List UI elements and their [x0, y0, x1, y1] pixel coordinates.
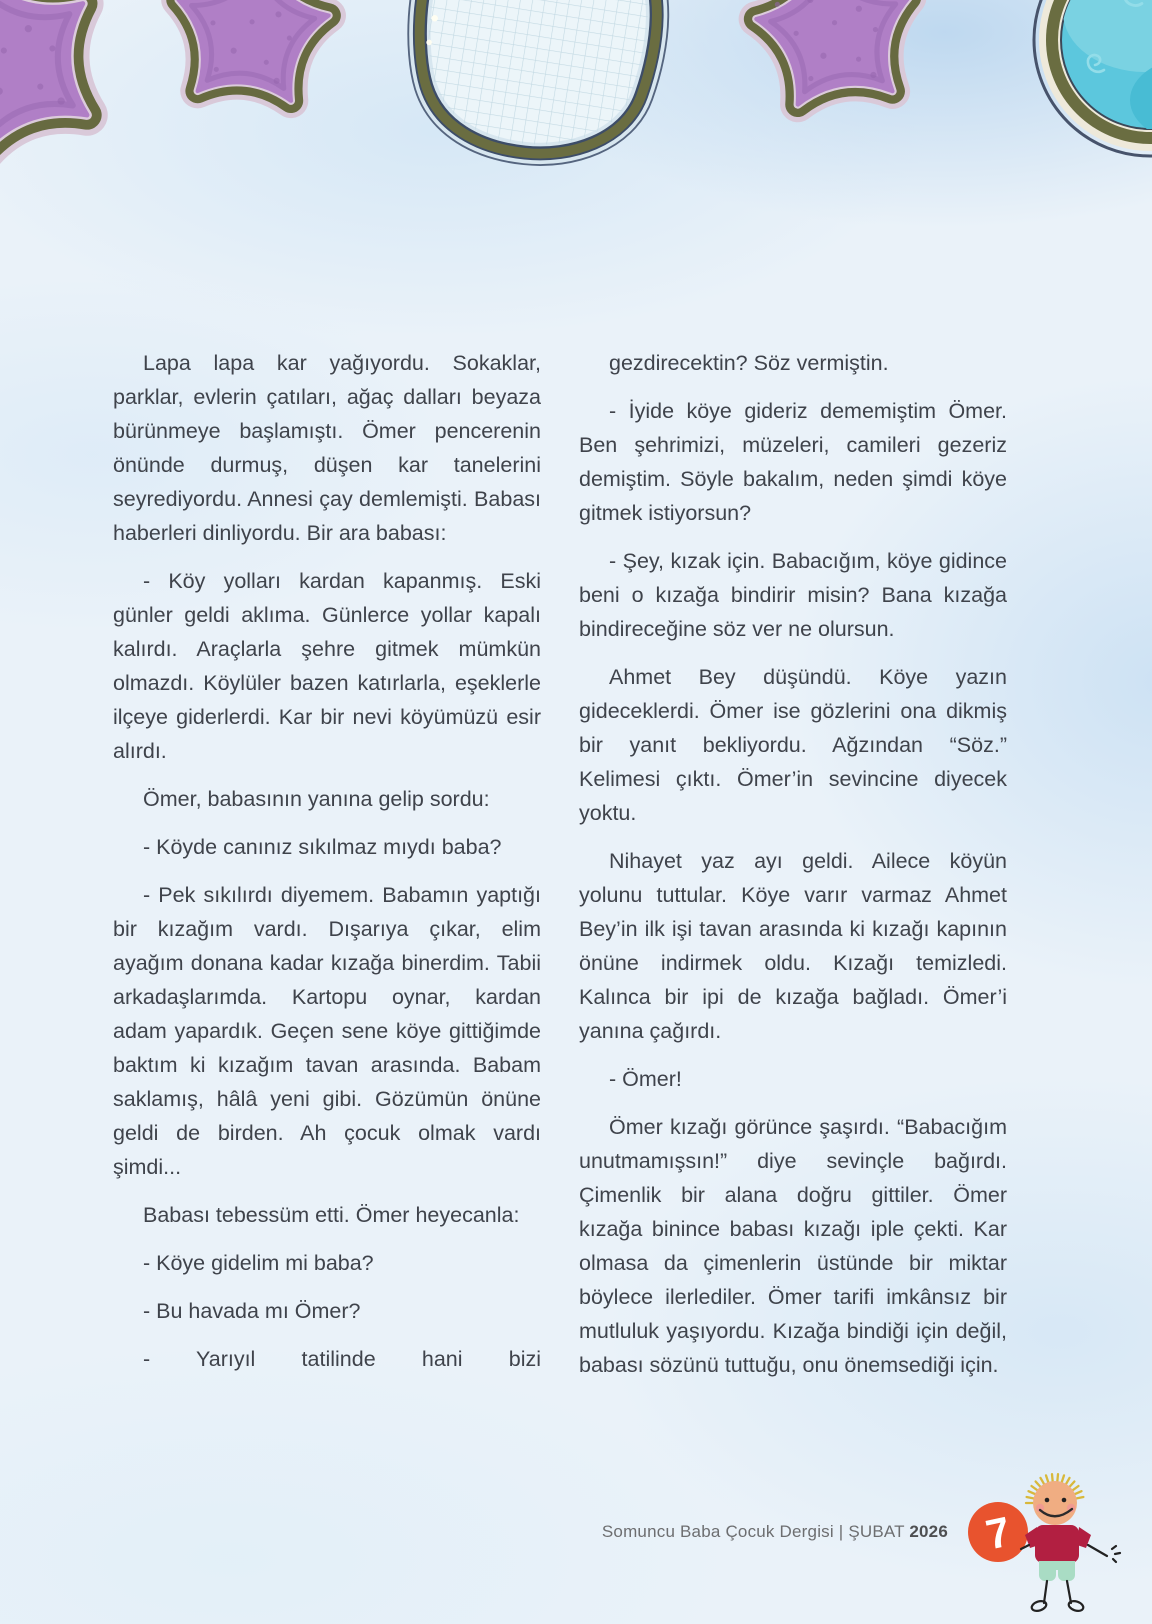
page-number-badge: [968, 1502, 1028, 1562]
story-paragraph: gezdirecektin? Söz vermiştin.: [609, 351, 889, 375]
issue-year: 2026: [909, 1522, 948, 1541]
footer-mascot-group: [955, 1455, 1152, 1624]
story-paragraph: - Ömer!: [609, 1067, 682, 1091]
boy-mascot-icon: [1021, 1474, 1120, 1612]
story-paragraph: - Şey, kızak için. Babacığım, köye gidince beni o kızağa bindirir misin? Bana kızağa bindireceğine söz ver ne olursun.: [579, 549, 1007, 641]
boy-shirt: [1035, 1525, 1079, 1563]
starfish-icon: [748, 0, 921, 109]
starfish-icon: [0, 0, 119, 165]
page-footer: [0, 1450, 1152, 1624]
story-paragraph: - Bu havada mı Ömer?: [143, 1299, 361, 1323]
story-paragraph: Lapa lapa kar yağıyordu. Sokaklar, parklar, evlerin çatıları, ağaç dalları beyaza bürünmeye başlamıştı. Ömer pencerenin önünde durmuş, düşen kar tanelerini seyrediyordu. Annesi çay demlemişti. Babası haberleri dinliyordu. Bir ara babası:: [113, 351, 541, 545]
story-paragraph: - Pek sıkılırdı diyemem. Babamın yaptığı bir kızağım vardı. Dışarıya çıkar, elim ayağım donana kadar kızağa binerdim. Tabii arkadaşlarımda. Kartopu oynar, kardan adam yapardık. Geçen sene köye gittiğimde baktım ki kızağım tavan arasında. Babam saklamış, hâlâ yeni gibi. Gözümün önüne geldi de birden. Ah çocuk olmak vardı şimdi...: [113, 883, 541, 1179]
starfish-icon: [169, 0, 334, 104]
magazine-name: Somuncu Baba Çocuk Dergisi | ŞUBAT: [601, 1522, 905, 1541]
boy-head: [1033, 1481, 1077, 1525]
story-paragraph: Ahmet Bey düşündü. Köye yazın gideceklerdi. Ömer ise gözlerini ona dikmiş bir yanıt bekliyordu. Ağzından “Söz.” Kelimesi çıktı. Ömer’in sevincine diyecek yoktu.: [579, 665, 1007, 825]
story-paragraph: - Yarıyıl tatilinde hani bizi: [143, 1347, 541, 1371]
boy-shorts: [1039, 1561, 1056, 1581]
page-number: 7: [981, 1507, 1015, 1559]
story-paragraph: - Köye gidelim mi baba?: [143, 1251, 374, 1275]
story-paragraph: Babası tebessüm etti. Ömer heyecanla:: [143, 1203, 520, 1227]
footer-magazine-label: [602, 1522, 948, 1542]
story-paragraph: Ömer kızağı görünce şaşırdı. “Babacığım unutmamışsın!” diye sevinçle bağırdı. Çimenlik bir alana doğru gittiler. Ömer kızağa binince babası kızağı iple çekti. Kar olmasa da çimenlerin üstünde bir miktar böylece ilerlediler. Ömer tarifi imkânsız bir mutluluk yaşıyordu. Kızağa bindiği için değil, babası sözünü tuttuğu, onu önemsediği için.: [579, 1115, 1007, 1377]
story-text: [113, 346, 1007, 1396]
story-paragraph: Ömer, babasının yanına gelip sordu:: [143, 787, 490, 811]
story-paragraph: - Köy yolları kardan kapanmış. Eski günler geldi aklıma. Günlerce yollar kapalı kalırdı. Araçlarla şehre gitmek mümkün olmazdı. Köylüler bazen katırlarla, eşeklerle ilçeye giderlerdi. Kar bir nevi köyümüzü esir alırdı.: [113, 569, 541, 763]
beach-ball-icon: [1034, 0, 1152, 156]
fishing-net-icon: [426, 0, 647, 145]
story-paragraph: Nihayet yaz ayı geldi. Ailece köyün yolunu tuttular. Köye varır varmaz Ahmet Bey’in ilk işi tavan arasında ki kızağı kapının önüne indirmek oldu. Kızağı temizledi. Kalınca bir ipi de kızağa bağladı. Ömer’i yanına çağırdı.: [579, 849, 1007, 1043]
right-column: [579, 346, 1007, 1396]
story-paragraph: - İyide köye gideriz dememiştim Ömer. Ben şehrimizi, müzeleri, camileri gezeriz demiştim. Söyle bakalım, neden şimdi köye gitmek istiyorsun?: [579, 399, 1007, 525]
story-paragraph: - Köyde canınız sıkılmaz mıydı baba?: [143, 835, 502, 859]
left-column: [113, 346, 541, 1396]
top-decorations: [0, 0, 1152, 215]
